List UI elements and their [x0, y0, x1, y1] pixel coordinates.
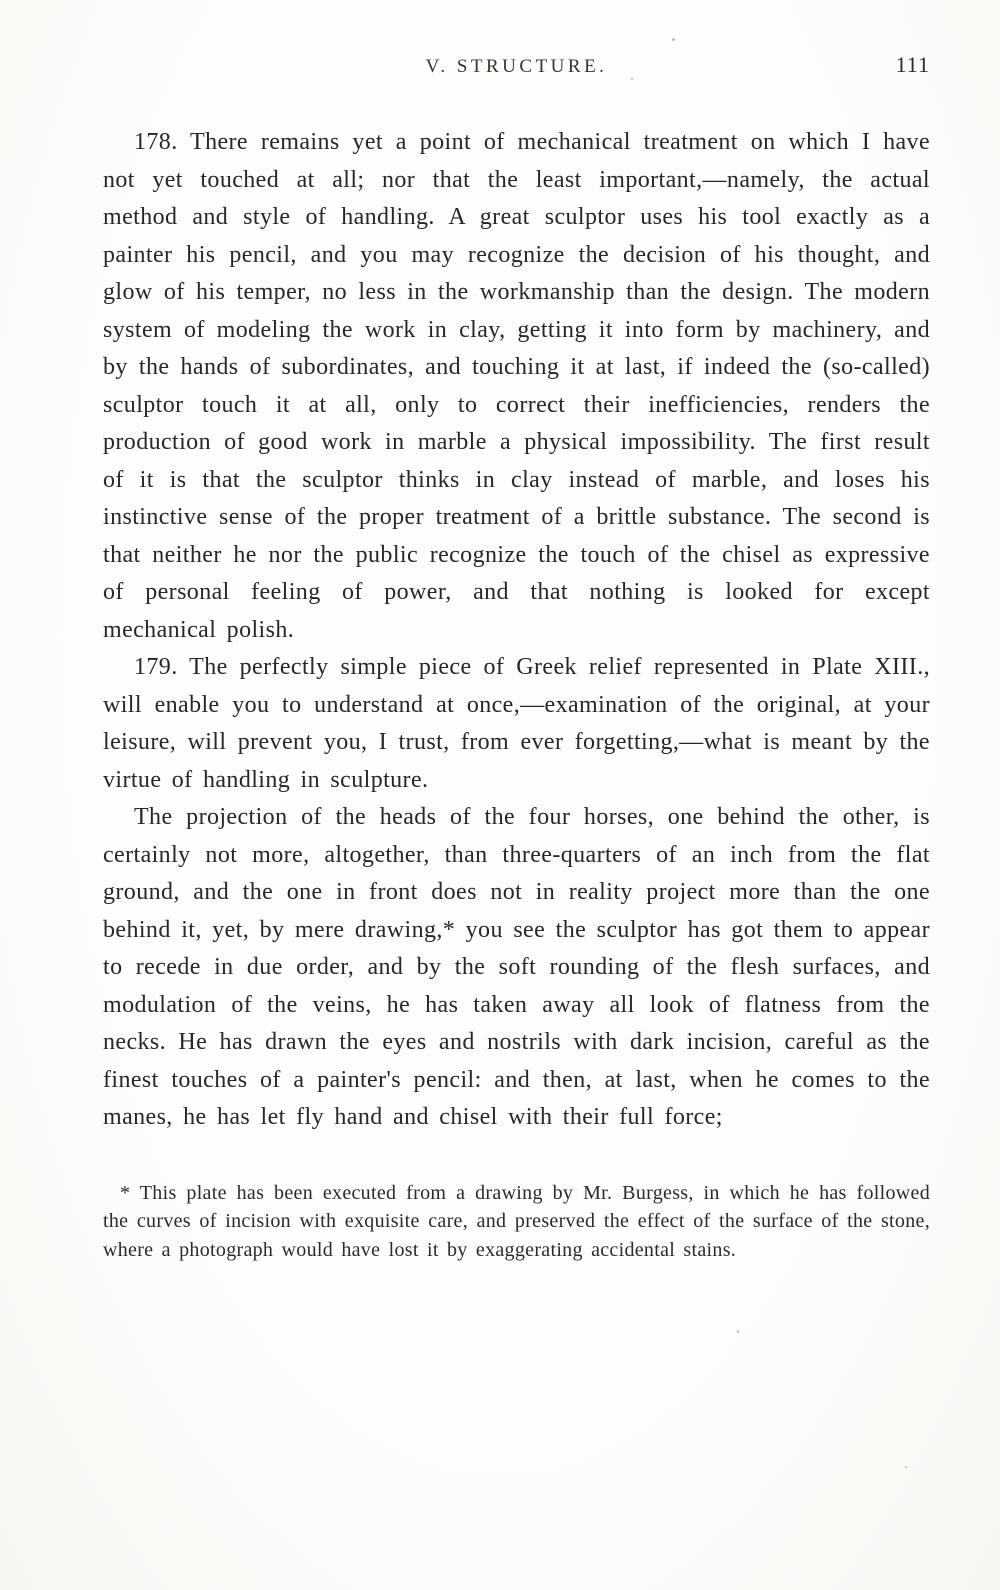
paragraph-projection: The projection of the heads of the four horses, one behind the other, is certainly not more, altogether, than three-quarters of an inch from the flat ground, and the one in front does not in reality project more than the one behind it, yet, by mere drawing,* you see the sculptor has got them to appear to recede in due order, and by the soft rounding of the flesh surfaces, and modulation of the veins, he has taken away all look of flatness from the necks. He has drawn the eyes and nostrils with dark incision, careful as the finest touches of a painter's pencil: and then, at last, when he comes to the manes, he has let fly hand and chisel with their full force; — [103, 804, 930, 1130]
page-header — [103, 52, 930, 78]
body-text — [103, 124, 930, 1137]
scan-speck — [737, 1330, 739, 1333]
section-title: V. STRUCTURE. — [425, 56, 608, 77]
footnote-text: * This plate has been executed from a drawing by Mr. Burgess, in which he has followed the curves of incision with exquisite care, and preserved the effect of the surface of the stone, where a photograph would have lost it by exaggerating accidental stains. — [103, 1181, 930, 1261]
scan-speck — [905, 1466, 907, 1468]
scan-speck — [672, 38, 675, 41]
footnote — [103, 1179, 930, 1265]
paragraph-179: 179. The perfectly simple piece of Greek relief represented in Plate XIII., will enable you to understand at once,—examination of the original, at your leisure, will prevent you, I trust, from ever forgetting,—what is meant by the virtue of handling in sculpture. — [103, 654, 930, 793]
scan-speck — [631, 78, 633, 80]
paragraph-178: 178. There remains yet a point of mechanical treatment on which I have not yet touched at all; nor that the least important,—namely, the actual method and style of handling. A great sculptor uses his tool exactly as a painter his pencil, and you may recognize the decision of his thought, and glow of his temper, no less in the workmanship than the design. The modern system of modeling the work in clay, getting it into form by machinery, and by the hands of subordinates, and touching it at last, if indeed the (so-called) sculptor touch it at all, only to correct their inefficiencies, renders the production of good work in marble a physical impossibility. The first result of it is that the sculptor thinks in clay instead of marble, and loses his instinctive sense of the proper treatment of a brittle substance. The second is that neither he nor the public recognize the touch of the chisel as expressive of personal feeling of power, and that nothing is looked for except mechanical polish. — [103, 129, 930, 643]
page-number: 111 — [895, 52, 930, 77]
